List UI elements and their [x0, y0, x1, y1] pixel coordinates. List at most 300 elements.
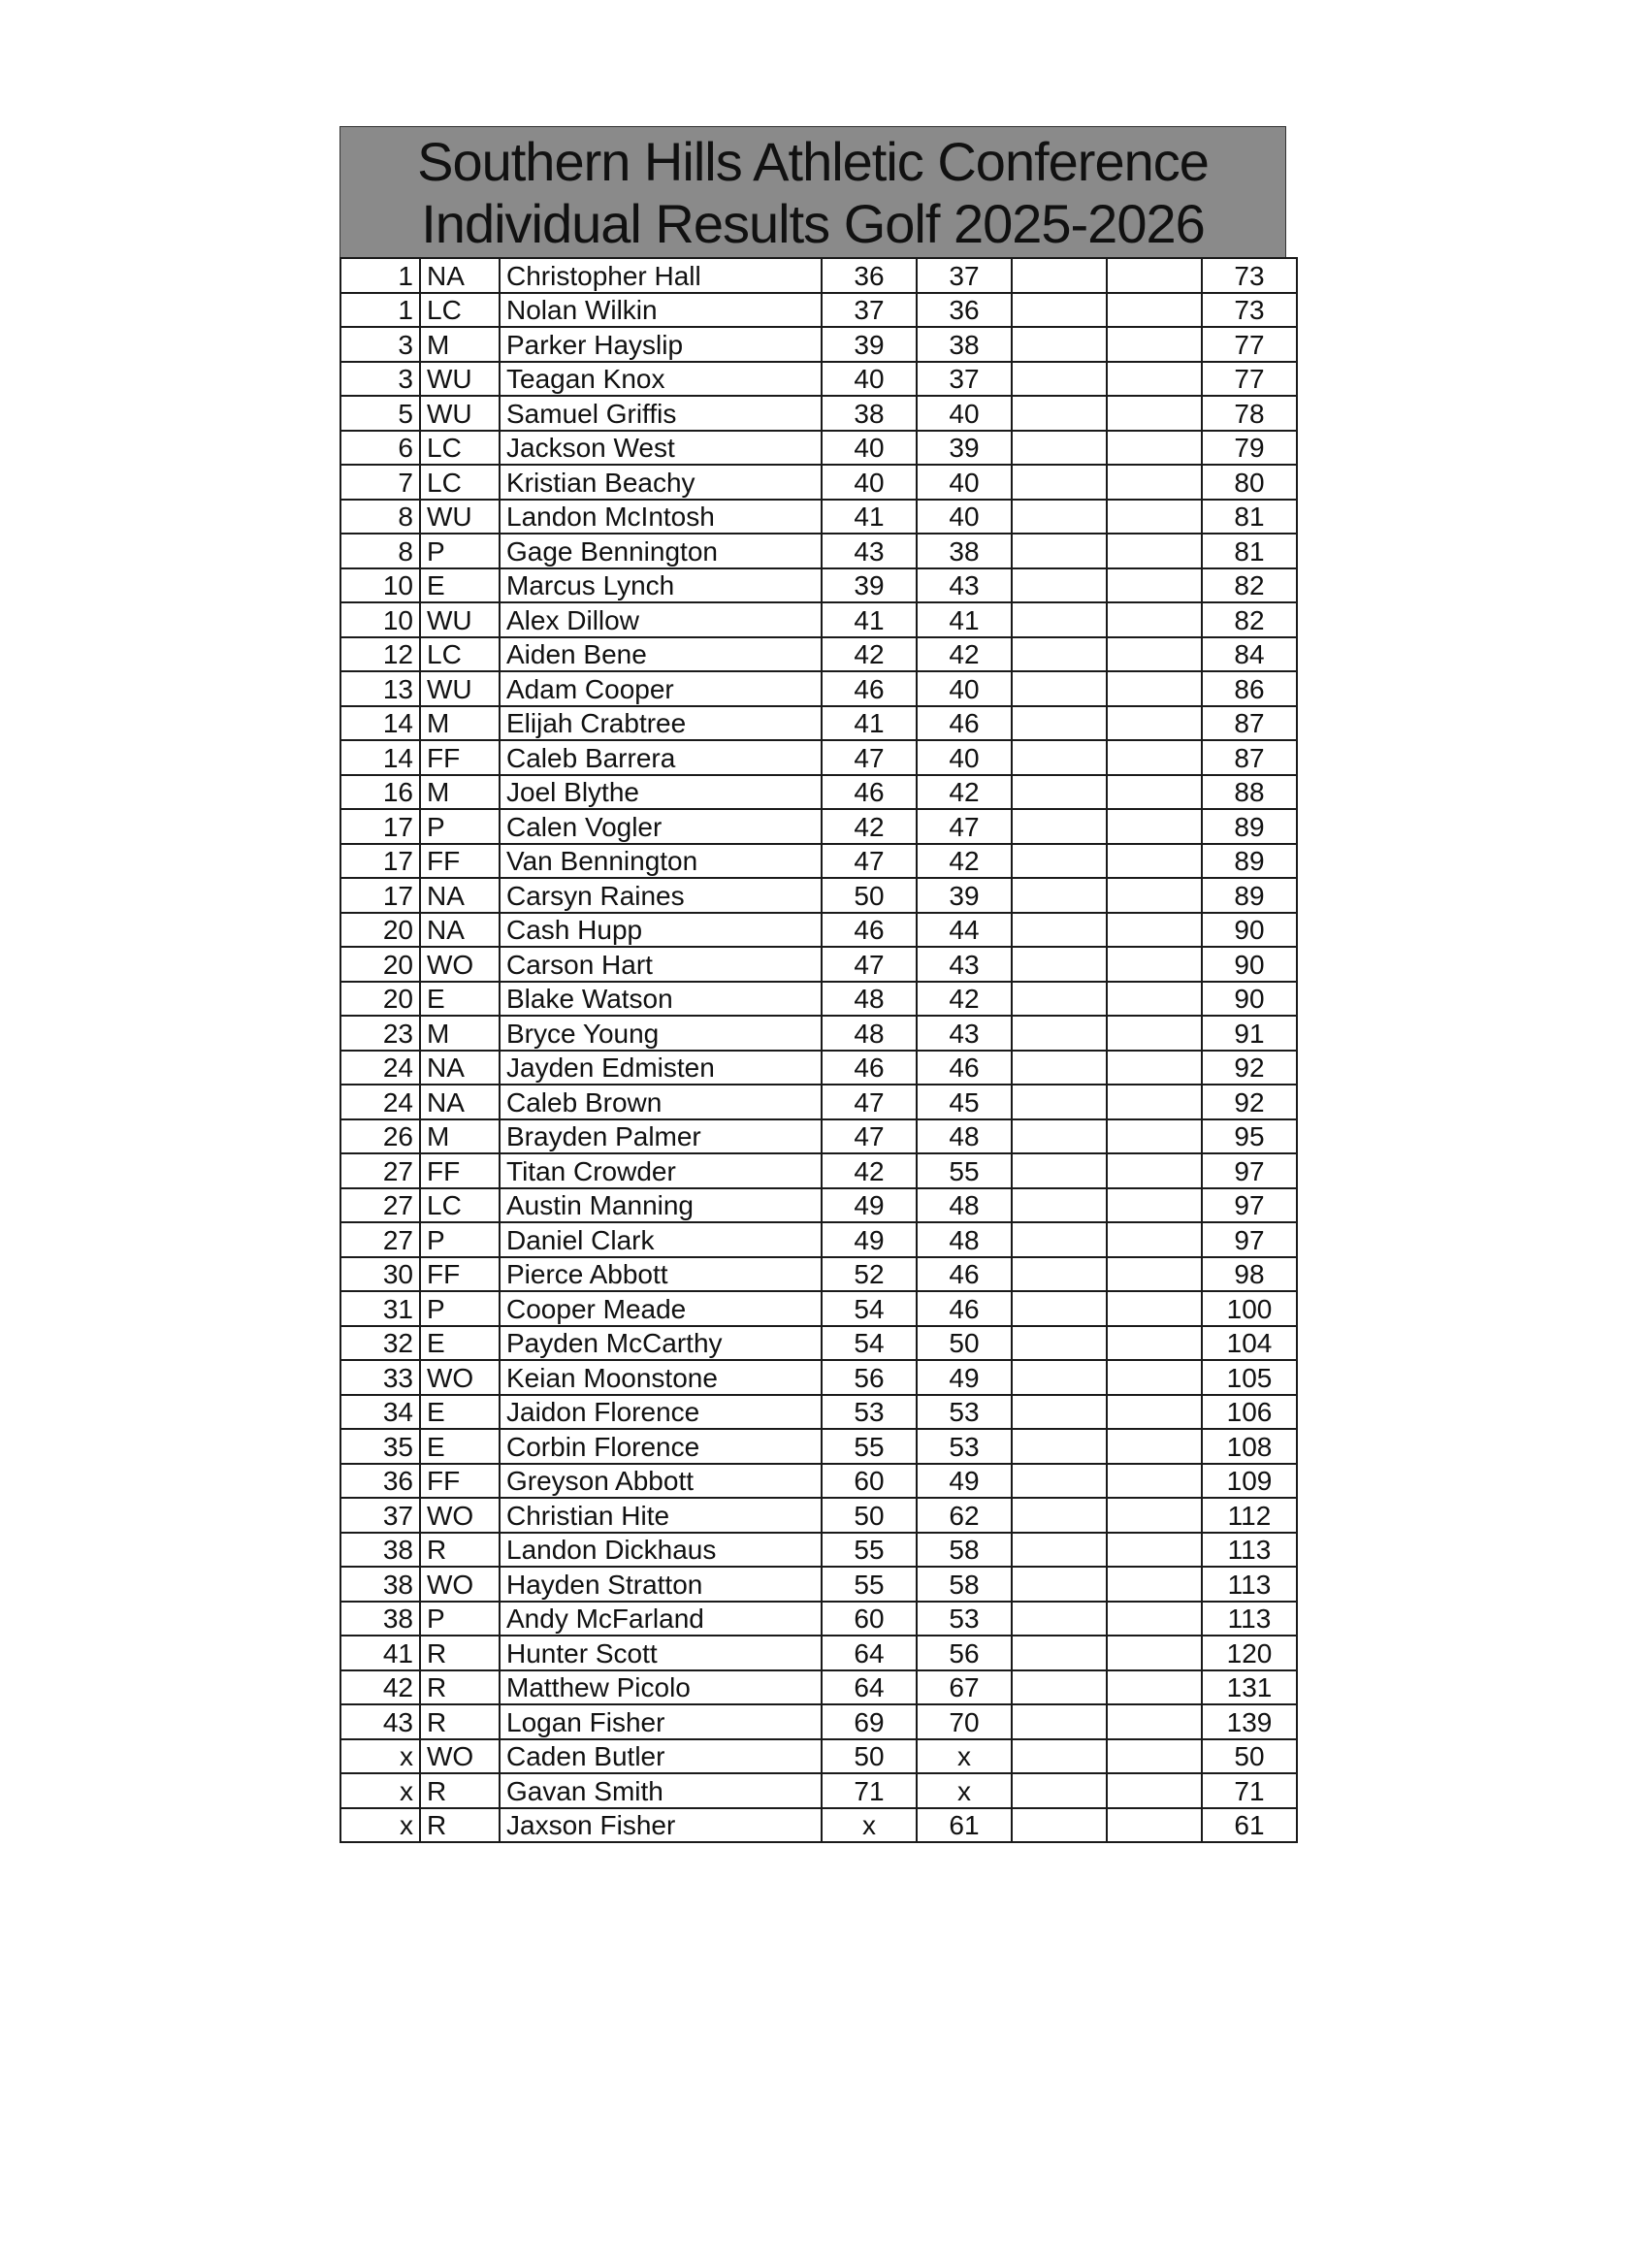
round-2-score-cell: 48 — [917, 1119, 1012, 1154]
table-row — [340, 1636, 1297, 1670]
total-score-cell: 106 — [1202, 1395, 1297, 1430]
empty-cell — [1012, 568, 1107, 603]
empty-cell — [1107, 602, 1202, 637]
place-cell: 38 — [340, 1602, 420, 1636]
round-1-score-cell: 54 — [822, 1326, 917, 1361]
school-cell: WU — [420, 602, 500, 637]
golfer-name-cell: Austin Manning — [500, 1188, 822, 1223]
round-1-score-cell: 40 — [822, 465, 917, 500]
table-row — [340, 1360, 1297, 1395]
empty-cell — [1012, 1670, 1107, 1705]
total-score-cell: 108 — [1202, 1429, 1297, 1464]
round-2-score-cell: 40 — [917, 396, 1012, 431]
school-cell: E — [420, 1395, 500, 1430]
results-table — [340, 257, 1298, 1843]
total-score-cell: 113 — [1202, 1533, 1297, 1568]
golfer-name-cell: Blake Watson — [500, 982, 822, 1017]
round-2-score-cell: 61 — [917, 1808, 1012, 1843]
school-cell: R — [420, 1670, 500, 1705]
empty-cell — [1012, 982, 1107, 1017]
empty-cell — [1107, 258, 1202, 293]
school-cell: E — [420, 1429, 500, 1464]
school-cell: R — [420, 1808, 500, 1843]
total-score-cell: 98 — [1202, 1257, 1297, 1292]
total-score-cell: 92 — [1202, 1051, 1297, 1085]
round-1-score-cell: 64 — [822, 1636, 917, 1670]
round-2-score-cell: 50 — [917, 1326, 1012, 1361]
total-score-cell: 104 — [1202, 1326, 1297, 1361]
golfer-name-cell: Carson Hart — [500, 947, 822, 982]
table-row — [340, 258, 1297, 293]
empty-cell — [1012, 431, 1107, 466]
empty-cell — [1107, 1326, 1202, 1361]
empty-cell — [1012, 947, 1107, 982]
round-1-score-cell: 46 — [822, 913, 917, 948]
golfer-name-cell: Pierce Abbott — [500, 1257, 822, 1292]
empty-cell — [1107, 1704, 1202, 1739]
round-2-score-cell: 70 — [917, 1704, 1012, 1739]
place-cell: 3 — [340, 327, 420, 362]
empty-cell — [1107, 982, 1202, 1017]
round-2-score-cell: 47 — [917, 809, 1012, 844]
place-cell: 20 — [340, 913, 420, 948]
total-score-cell: 50 — [1202, 1739, 1297, 1774]
empty-cell — [1107, 1291, 1202, 1326]
total-score-cell: 81 — [1202, 534, 1297, 568]
golfer-name-cell: Marcus Lynch — [500, 568, 822, 603]
round-1-score-cell: 47 — [822, 1119, 917, 1154]
round-1-score-cell: 50 — [822, 1739, 917, 1774]
table-row — [340, 878, 1297, 913]
golfer-name-cell: Jaidon Florence — [500, 1395, 822, 1430]
round-1-score-cell: 39 — [822, 568, 917, 603]
golfer-name-cell: Joel Blythe — [500, 775, 822, 810]
empty-cell — [1107, 534, 1202, 568]
round-1-score-cell: 49 — [822, 1222, 917, 1257]
round-2-score-cell: x — [917, 1739, 1012, 1774]
table-row — [340, 1533, 1297, 1568]
place-cell: 12 — [340, 637, 420, 672]
place-cell: 42 — [340, 1670, 420, 1705]
table-row — [340, 1119, 1297, 1154]
empty-cell — [1107, 1016, 1202, 1051]
total-score-cell: 84 — [1202, 637, 1297, 672]
empty-cell — [1107, 809, 1202, 844]
table-row — [340, 775, 1297, 810]
empty-cell — [1012, 258, 1107, 293]
empty-cell — [1012, 602, 1107, 637]
golfer-name-cell: Landon McIntosh — [500, 500, 822, 535]
golfer-name-cell: Teagan Knox — [500, 362, 822, 397]
round-1-score-cell: 48 — [822, 982, 917, 1017]
empty-cell — [1012, 1464, 1107, 1499]
table-row — [340, 982, 1297, 1017]
empty-cell — [1012, 362, 1107, 397]
golfer-name-cell: Gavan Smith — [500, 1773, 822, 1808]
place-cell: 5 — [340, 396, 420, 431]
golfer-name-cell: Corbin Florence — [500, 1429, 822, 1464]
round-1-score-cell: 53 — [822, 1395, 917, 1430]
empty-cell — [1107, 327, 1202, 362]
table-row — [340, 1464, 1297, 1499]
school-cell: WO — [420, 1567, 500, 1602]
empty-cell — [1107, 706, 1202, 741]
total-score-cell: 87 — [1202, 740, 1297, 775]
empty-cell — [1012, 1360, 1107, 1395]
place-cell: 14 — [340, 740, 420, 775]
table-row — [340, 1085, 1297, 1119]
golfer-name-cell: Landon Dickhaus — [500, 1533, 822, 1568]
total-score-cell: 97 — [1202, 1153, 1297, 1188]
total-score-cell: 100 — [1202, 1291, 1297, 1326]
school-cell: LC — [420, 465, 500, 500]
empty-cell — [1107, 1188, 1202, 1223]
place-cell: 35 — [340, 1429, 420, 1464]
place-cell: 8 — [340, 534, 420, 568]
round-1-score-cell: 46 — [822, 671, 917, 706]
school-cell: M — [420, 327, 500, 362]
table-row — [340, 740, 1297, 775]
empty-cell — [1107, 431, 1202, 466]
empty-cell — [1012, 1808, 1107, 1843]
round-1-score-cell: 38 — [822, 396, 917, 431]
golfer-name-cell: Andy McFarland — [500, 1602, 822, 1636]
school-cell: LC — [420, 431, 500, 466]
empty-cell — [1012, 1395, 1107, 1430]
empty-cell — [1107, 671, 1202, 706]
school-cell: FF — [420, 740, 500, 775]
table-row — [340, 396, 1297, 431]
table-row — [340, 327, 1297, 362]
empty-cell — [1012, 534, 1107, 568]
empty-cell — [1012, 671, 1107, 706]
table-row — [340, 362, 1297, 397]
total-score-cell: 81 — [1202, 500, 1297, 535]
golfer-name-cell: Caleb Barrera — [500, 740, 822, 775]
round-2-score-cell: 48 — [917, 1188, 1012, 1223]
round-1-score-cell: 41 — [822, 602, 917, 637]
total-score-cell: 78 — [1202, 396, 1297, 431]
golfer-name-cell: Greyson Abbott — [500, 1464, 822, 1499]
table-row — [340, 1429, 1297, 1464]
golfer-name-cell: Gage Bennington — [500, 534, 822, 568]
empty-cell — [1107, 1085, 1202, 1119]
empty-cell — [1107, 1602, 1202, 1636]
golfer-name-cell: Adam Cooper — [500, 671, 822, 706]
school-cell: R — [420, 1533, 500, 1568]
round-1-score-cell: 50 — [822, 1498, 917, 1533]
empty-cell — [1107, 947, 1202, 982]
table-row — [340, 809, 1297, 844]
school-cell: M — [420, 775, 500, 810]
total-score-cell: 89 — [1202, 809, 1297, 844]
total-score-cell: 73 — [1202, 293, 1297, 328]
school-cell: E — [420, 1326, 500, 1361]
table-row — [340, 1704, 1297, 1739]
round-2-score-cell: 49 — [917, 1360, 1012, 1395]
place-cell: 3 — [340, 362, 420, 397]
empty-cell — [1012, 1533, 1107, 1568]
golfer-name-cell: Jackson West — [500, 431, 822, 466]
place-cell: 34 — [340, 1395, 420, 1430]
round-2-score-cell: 67 — [917, 1670, 1012, 1705]
empty-cell — [1012, 396, 1107, 431]
empty-cell — [1107, 1360, 1202, 1395]
school-cell: P — [420, 1222, 500, 1257]
table-row — [340, 913, 1297, 948]
round-1-score-cell: 40 — [822, 431, 917, 466]
school-cell: R — [420, 1704, 500, 1739]
table-row — [340, 1188, 1297, 1223]
empty-cell — [1107, 1670, 1202, 1705]
round-2-score-cell: 43 — [917, 947, 1012, 982]
school-cell: P — [420, 534, 500, 568]
table-row — [340, 671, 1297, 706]
round-2-score-cell: 58 — [917, 1533, 1012, 1568]
school-cell: P — [420, 1602, 500, 1636]
place-cell: 27 — [340, 1222, 420, 1257]
round-1-score-cell: 42 — [822, 637, 917, 672]
round-1-score-cell: 42 — [822, 809, 917, 844]
round-1-score-cell: 56 — [822, 1360, 917, 1395]
place-cell: 17 — [340, 844, 420, 879]
golfer-name-cell: Bryce Young — [500, 1016, 822, 1051]
empty-cell — [1012, 1291, 1107, 1326]
total-score-cell: 113 — [1202, 1602, 1297, 1636]
empty-cell — [1012, 775, 1107, 810]
table-row — [340, 706, 1297, 741]
round-1-score-cell: 55 — [822, 1567, 917, 1602]
golfer-name-cell: Alex Dillow — [500, 602, 822, 637]
place-cell: 1 — [340, 293, 420, 328]
title-banner — [340, 126, 1286, 257]
round-1-score-cell: 60 — [822, 1464, 917, 1499]
golfer-name-cell: Calen Vogler — [500, 809, 822, 844]
golfer-name-cell: Kristian Beachy — [500, 465, 822, 500]
school-cell: R — [420, 1773, 500, 1808]
empty-cell — [1107, 293, 1202, 328]
total-score-cell: 89 — [1202, 878, 1297, 913]
place-cell: 26 — [340, 1119, 420, 1154]
round-2-score-cell: 40 — [917, 740, 1012, 775]
empty-cell — [1107, 1119, 1202, 1154]
empty-cell — [1012, 293, 1107, 328]
place-cell: 8 — [340, 500, 420, 535]
round-1-score-cell: 55 — [822, 1533, 917, 1568]
round-2-score-cell: 48 — [917, 1222, 1012, 1257]
empty-cell — [1107, 1739, 1202, 1774]
golfer-name-cell: Matthew Picolo — [500, 1670, 822, 1705]
school-cell: R — [420, 1636, 500, 1670]
table-row — [340, 1602, 1297, 1636]
place-cell: 30 — [340, 1257, 420, 1292]
empty-cell — [1107, 1429, 1202, 1464]
empty-cell — [1012, 465, 1107, 500]
round-2-score-cell: 36 — [917, 293, 1012, 328]
empty-cell — [1012, 1257, 1107, 1292]
empty-cell — [1107, 568, 1202, 603]
empty-cell — [1012, 1636, 1107, 1670]
results-sheet — [340, 126, 1286, 1843]
golfer-name-cell: Cash Hupp — [500, 913, 822, 948]
total-score-cell: 80 — [1202, 465, 1297, 500]
place-cell: 13 — [340, 671, 420, 706]
empty-cell — [1012, 1016, 1107, 1051]
golfer-name-cell: Jayden Edmisten — [500, 1051, 822, 1085]
round-2-score-cell: 55 — [917, 1153, 1012, 1188]
round-2-score-cell: 42 — [917, 775, 1012, 810]
title-line-2: Individual Results Golf 2025-2026 — [421, 193, 1205, 254]
school-cell: E — [420, 568, 500, 603]
golfer-name-cell: Aiden Bene — [500, 637, 822, 672]
place-cell: 7 — [340, 465, 420, 500]
empty-cell — [1107, 1567, 1202, 1602]
place-cell: x — [340, 1808, 420, 1843]
empty-cell — [1012, 1188, 1107, 1223]
empty-cell — [1012, 1602, 1107, 1636]
place-cell: 43 — [340, 1704, 420, 1739]
round-1-score-cell: 60 — [822, 1602, 917, 1636]
golfer-name-cell: Hayden Stratton — [500, 1567, 822, 1602]
place-cell: 16 — [340, 775, 420, 810]
table-row — [340, 1051, 1297, 1085]
round-1-score-cell: 36 — [822, 258, 917, 293]
empty-cell — [1012, 1153, 1107, 1188]
school-cell: WO — [420, 947, 500, 982]
golfer-name-cell: Daniel Clark — [500, 1222, 822, 1257]
total-score-cell: 82 — [1202, 602, 1297, 637]
empty-cell — [1107, 775, 1202, 810]
empty-cell — [1012, 1739, 1107, 1774]
total-score-cell: 92 — [1202, 1085, 1297, 1119]
round-1-score-cell: 39 — [822, 327, 917, 362]
school-cell: LC — [420, 1188, 500, 1223]
school-cell: WO — [420, 1360, 500, 1395]
total-score-cell: 90 — [1202, 947, 1297, 982]
round-1-score-cell: 50 — [822, 878, 917, 913]
place-cell: 38 — [340, 1567, 420, 1602]
round-2-score-cell: 40 — [917, 500, 1012, 535]
total-score-cell: 77 — [1202, 327, 1297, 362]
empty-cell — [1012, 1051, 1107, 1085]
school-cell: NA — [420, 258, 500, 293]
round-2-score-cell: 62 — [917, 1498, 1012, 1533]
round-2-score-cell: 40 — [917, 671, 1012, 706]
school-cell: WU — [420, 671, 500, 706]
total-score-cell: 131 — [1202, 1670, 1297, 1705]
round-2-score-cell: 46 — [917, 1257, 1012, 1292]
empty-cell — [1107, 396, 1202, 431]
school-cell: FF — [420, 1257, 500, 1292]
empty-cell — [1107, 1464, 1202, 1499]
golfer-name-cell: Jaxson Fisher — [500, 1808, 822, 1843]
table-row — [340, 1222, 1297, 1257]
total-score-cell: 71 — [1202, 1773, 1297, 1808]
total-score-cell: 86 — [1202, 671, 1297, 706]
total-score-cell: 87 — [1202, 706, 1297, 741]
table-row — [340, 1326, 1297, 1361]
golfer-name-cell: Carsyn Raines — [500, 878, 822, 913]
place-cell: 27 — [340, 1153, 420, 1188]
round-1-score-cell: 48 — [822, 1016, 917, 1051]
golfer-name-cell: Elijah Crabtree — [500, 706, 822, 741]
total-score-cell: 120 — [1202, 1636, 1297, 1670]
golfer-name-cell: Samuel Griffis — [500, 396, 822, 431]
round-2-score-cell: 46 — [917, 706, 1012, 741]
total-score-cell: 105 — [1202, 1360, 1297, 1395]
empty-cell — [1012, 637, 1107, 672]
school-cell: M — [420, 1119, 500, 1154]
round-1-score-cell: 42 — [822, 1153, 917, 1188]
golfer-name-cell: Nolan Wilkin — [500, 293, 822, 328]
empty-cell — [1012, 1119, 1107, 1154]
golfer-name-cell: Christian Hite — [500, 1498, 822, 1533]
round-2-score-cell: 42 — [917, 982, 1012, 1017]
table-row — [340, 1016, 1297, 1051]
round-1-score-cell: 46 — [822, 775, 917, 810]
round-2-score-cell: 38 — [917, 534, 1012, 568]
round-1-score-cell: 54 — [822, 1291, 917, 1326]
total-score-cell: 109 — [1202, 1464, 1297, 1499]
school-cell: E — [420, 982, 500, 1017]
round-1-score-cell: 37 — [822, 293, 917, 328]
school-cell: WU — [420, 396, 500, 431]
table-row — [340, 1395, 1297, 1430]
table-row — [340, 500, 1297, 535]
table-row — [340, 1498, 1297, 1533]
school-cell: P — [420, 809, 500, 844]
school-cell: WO — [420, 1739, 500, 1774]
table-row — [340, 1567, 1297, 1602]
round-2-score-cell: 49 — [917, 1464, 1012, 1499]
empty-cell — [1107, 1533, 1202, 1568]
empty-cell — [1107, 465, 1202, 500]
golfer-name-cell: Hunter Scott — [500, 1636, 822, 1670]
school-cell: LC — [420, 293, 500, 328]
golfer-name-cell: Payden McCarthy — [500, 1326, 822, 1361]
total-score-cell: 77 — [1202, 362, 1297, 397]
round-2-score-cell: 39 — [917, 878, 1012, 913]
table-row — [340, 1291, 1297, 1326]
round-1-score-cell: 46 — [822, 1051, 917, 1085]
place-cell: 20 — [340, 947, 420, 982]
place-cell: 36 — [340, 1464, 420, 1499]
golfer-name-cell: Caleb Brown — [500, 1085, 822, 1119]
empty-cell — [1107, 844, 1202, 879]
school-cell: P — [420, 1291, 500, 1326]
table-row — [340, 602, 1297, 637]
empty-cell — [1012, 844, 1107, 879]
empty-cell — [1012, 327, 1107, 362]
round-1-score-cell: 47 — [822, 1085, 917, 1119]
table-row — [340, 568, 1297, 603]
place-cell: 1 — [340, 258, 420, 293]
round-1-score-cell: 47 — [822, 740, 917, 775]
total-score-cell: 113 — [1202, 1567, 1297, 1602]
school-cell: FF — [420, 1153, 500, 1188]
total-score-cell: 61 — [1202, 1808, 1297, 1843]
total-score-cell: 82 — [1202, 568, 1297, 603]
empty-cell — [1107, 1257, 1202, 1292]
table-row — [340, 947, 1297, 982]
golfer-name-cell: Parker Hayslip — [500, 327, 822, 362]
golfer-name-cell: Titan Crowder — [500, 1153, 822, 1188]
total-score-cell: 79 — [1202, 431, 1297, 466]
place-cell: 41 — [340, 1636, 420, 1670]
round-2-score-cell: 41 — [917, 602, 1012, 637]
round-2-score-cell: 37 — [917, 258, 1012, 293]
table-row — [340, 1773, 1297, 1808]
